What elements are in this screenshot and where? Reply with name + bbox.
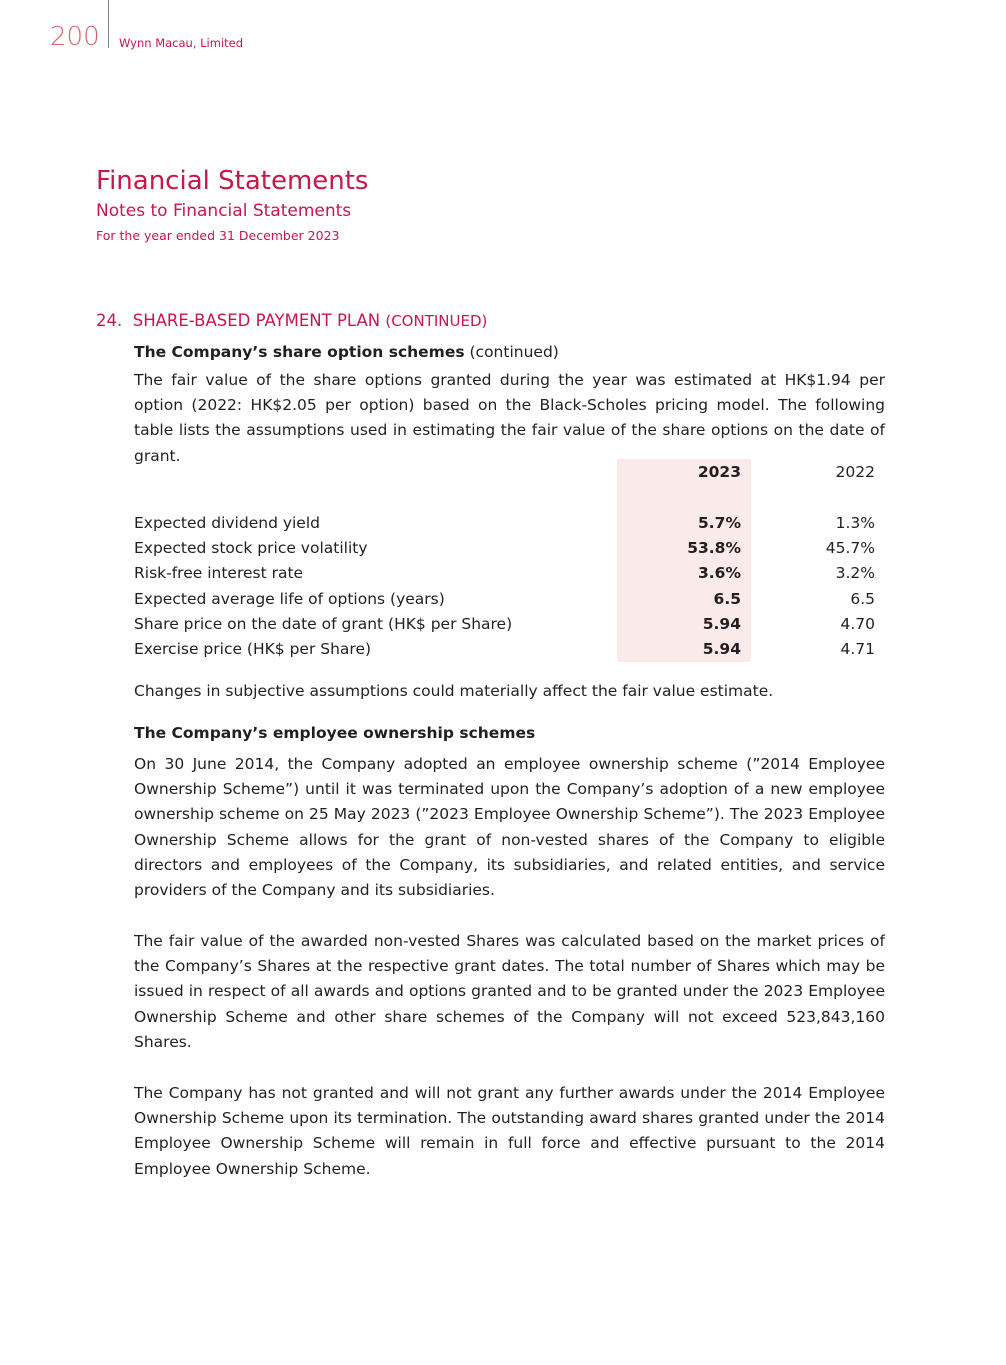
paragraph-termination: The Company has not granted and will not grant any further awards under the 2014 Employee Ownership Scheme upon its termination. The outstanding award shares granted under the 2014 Employee Ownership Scheme will remain in full force and effective pursuant to the 2014 Employee Ownership Scheme. [134, 1084, 885, 1178]
subheading-rest: (continued) [464, 343, 559, 361]
value-2023: 53.8% [687, 539, 741, 558]
subheading-ownership [134, 721, 885, 746]
value-2022: 6.5 [850, 589, 875, 608]
table-row [134, 511, 885, 536]
page-subtitle: Notes to Financial Statements [96, 201, 352, 221]
row-label: Expected stock price volatility [134, 539, 368, 558]
value-2022: 1.3% [835, 514, 875, 532]
row-label: Exercise price (HK$ per Share) [134, 640, 372, 658]
value-2023: 5.7% [698, 514, 741, 532]
paragraph-fair-value: The fair value of the share options granted during the year was estimated at HK$1.94 per option (2022: HK$2.05 per option) based on the Black-Scholes pricing model. The following table lists the assumptions used in estimating the fair value of the share options on the date of grant. [134, 371, 885, 465]
page-title: Financial Statements [96, 166, 369, 196]
header-divider [108, 0, 109, 48]
subheading-share-options [134, 340, 885, 365]
section-number: 24. [96, 311, 123, 330]
page-number: 200 [50, 22, 100, 52]
row-label: Expected average life of options (years) [134, 589, 445, 608]
row-label: Risk-free interest rate [134, 564, 304, 583]
header-2022: 2022 [835, 463, 875, 481]
section-title: SHARE-BASED PAYMENT PLAN [132, 311, 381, 330]
table-row [134, 612, 885, 637]
value-2022: 4.70 [840, 614, 875, 633]
section-heading [96, 311, 487, 330]
value-2023: 3.6% [698, 564, 741, 583]
table-row [134, 637, 885, 662]
table-row [134, 536, 885, 561]
period-label: For the year ended 31 December 2023 [96, 228, 340, 243]
value-2022: 45.7% [825, 539, 875, 558]
header-2023: 2023 [697, 463, 741, 481]
company-name: Wynn Macau, Limited [119, 36, 244, 50]
value-2022: 3.2% [835, 564, 875, 583]
section-continued: (CONTINUED) [385, 312, 488, 330]
table-row [134, 561, 885, 586]
row-label: Share price on the date of grant (HK$ per Share) [134, 614, 513, 633]
paragraph-assumptions: Changes in subjective assumptions could materially affect the fair value estimate. [134, 682, 774, 700]
paragraph-ownership-scheme: On 30 June 2014, the Company adopted an employee ownership scheme (”2014 Employee Ownership Scheme”) until it was terminated upon the Company’s adoption of a new employee ownership scheme on 25 May 2023 (”2023 Employee Ownership Scheme”). The 2023 Employee Ownership Scheme allows for the grant of non-vested shares of the Company to eligible directors and employees of the Company, its subsidiaries, and related entities, and service providers of the Company and its subsidiaries. [134, 755, 885, 900]
subheading-bold: The Company’s employee ownership schemes [134, 724, 536, 742]
table-header-row [134, 460, 885, 485]
table-row [134, 587, 885, 612]
value-2023: 5.94 [702, 614, 741, 633]
value-2023: 6.5 [713, 589, 741, 608]
row-label: Expected dividend yield [134, 514, 320, 532]
paragraph-non-vested: The fair value of the awarded non-vested Shares was calculated based on the market prices of the Company’s Shares at the respective grant dates. The total number of Shares which may be issued in respect of all awards and options granted and to be granted under the 2023 Employee Ownership Scheme and other share schemes of the Company will not exceed 523,843,160 Shares. [134, 932, 885, 1051]
value-2022: 4.71 [840, 640, 875, 658]
value-2023: 5.94 [702, 640, 741, 658]
subheading-bold: The Company’s share option schemes [134, 343, 465, 361]
